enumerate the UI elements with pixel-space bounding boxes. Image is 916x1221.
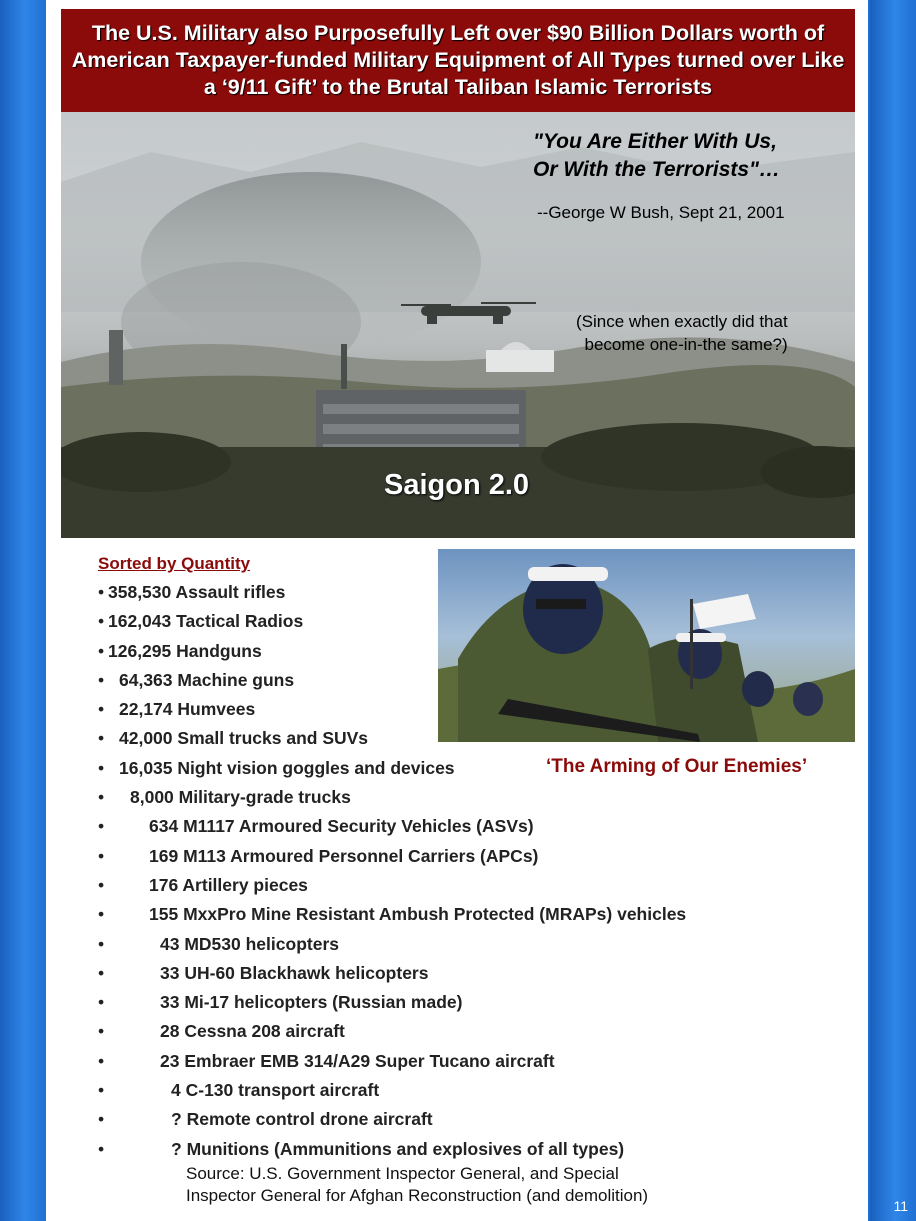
fighters-illustration: [438, 549, 855, 742]
bullet-icon: •: [98, 669, 105, 690]
list-item-text: [171, 1135, 624, 1164]
item-description: Night vision goggles and devices: [177, 757, 455, 778]
item-description: Handguns: [176, 640, 262, 661]
list-item-text: [108, 578, 285, 607]
list-item-text: [149, 871, 308, 900]
right-frame-stripe: [870, 0, 916, 1221]
list-heading: Sorted by Quantity: [98, 554, 251, 573]
item-quantity: 42,000: [119, 728, 173, 749]
bullet-icon: •: [98, 933, 105, 954]
item-description: Military-grade trucks: [178, 787, 351, 808]
list-item-text: [160, 1047, 555, 1076]
item-quantity: 28: [160, 1021, 180, 1042]
bullet-icon: •: [98, 1109, 105, 1130]
aside-line-1: (Since when exactly did that: [576, 312, 788, 331]
item-quantity: 358,530: [108, 582, 172, 602]
item-description: C-130 transport aircraft: [185, 1080, 380, 1101]
slide: [46, 0, 868, 1221]
item-quantity: ?: [171, 1138, 182, 1159]
list-item-text: [149, 812, 534, 841]
slide-title-text: The U.S. Military also Purposefully Left over $90 Billion Dollars worth of American Taxpayer-funded Military Equipment of All Types turned over Like a ‘9/11 Gift’ to the Brutal Taliban Islamic Terrorists: [71, 21, 845, 99]
list-item-text: [160, 959, 428, 988]
item-description: UH-60 Blackhawk helicopters: [184, 962, 429, 983]
item-quantity: 155: [149, 904, 179, 925]
item-quantity: ?: [171, 1109, 182, 1130]
list-item-text: [119, 666, 294, 695]
item-description: Small trucks and SUVs: [177, 728, 369, 749]
item-quantity: 634: [149, 816, 179, 837]
bullet-icon: •: [98, 728, 105, 749]
list-item-text: [149, 900, 686, 929]
aside-question: [576, 310, 788, 356]
item-description: Cessna 208 aircraft: [184, 1021, 345, 1042]
item-quantity: 126,295: [108, 640, 172, 661]
list-item-text: [108, 607, 303, 636]
item-quantity: 169: [149, 845, 179, 866]
item-quantity: 33: [160, 992, 180, 1013]
left-frame-stripe: [0, 0, 46, 1221]
list-item-text: [130, 783, 351, 812]
item-quantity: 8,000: [130, 787, 174, 808]
bullet-icon: •: [98, 1050, 105, 1071]
list-item-text: [160, 930, 339, 959]
list-item-text: [171, 1105, 433, 1134]
item-description: Tactical Radios: [176, 611, 304, 632]
list-item-text: [149, 842, 538, 871]
item-description: M113 Armoured Personnel Carriers (APCs): [183, 845, 539, 866]
arming-caption: ‘The Arming of Our Enemies’: [546, 756, 808, 777]
item-description: Artillery pieces: [182, 874, 308, 895]
bullet-icon: •: [98, 904, 105, 925]
item-quantity: 16,035: [119, 757, 173, 778]
quote-line-2: Or With the Terrorists"…: [533, 158, 781, 181]
item-description: MxxPro Mine Resistant Ambush Protected (MRAPs) vehicles: [183, 904, 687, 925]
list-item-text: [108, 637, 262, 666]
item-description: MD530 helicopters: [184, 933, 339, 954]
taliban-fighters-photo: [438, 549, 855, 742]
bullet-icon: •: [98, 757, 105, 778]
bullet-icon: •: [98, 787, 105, 808]
bush-quote: [533, 128, 780, 184]
bullet-icon: •: [98, 1021, 105, 1042]
bullet-icon: •: [98, 1080, 105, 1101]
item-quantity: 64,363: [119, 669, 173, 690]
kabul-helicopter-photo: [61, 112, 855, 538]
list-item-text: [119, 695, 255, 724]
item-description: M1117 Armoured Security Vehicles (ASVs): [183, 816, 534, 837]
bullet-icon: •: [98, 816, 105, 837]
bullet-icon: •: [98, 962, 105, 983]
page-number: 11: [893, 1198, 908, 1214]
bullet-icon: •: [98, 640, 105, 661]
slide-title: [61, 9, 855, 112]
item-description: Mi-17 helicopters (Russian made): [184, 992, 463, 1013]
item-quantity: 22,174: [119, 699, 173, 720]
item-quantity: 162,043: [108, 611, 172, 632]
item-quantity: 33: [160, 962, 180, 983]
list-item-text: [171, 1076, 379, 1105]
bullet-icon: •: [98, 582, 105, 602]
item-quantity: 4: [171, 1080, 181, 1101]
bullet-icon: •: [98, 699, 105, 720]
list-item-text: [119, 724, 368, 753]
aside-line-2: become one-in-the same?): [584, 335, 788, 354]
list-item-text: [119, 754, 455, 783]
item-description: Machine guns: [177, 669, 295, 690]
item-description: Assault rifles: [175, 582, 286, 602]
source-line-2: Inspector General for Afghan Reconstruction (and demolition): [186, 1186, 649, 1205]
item-description: Humvees: [177, 699, 256, 720]
bullet-icon: •: [98, 874, 105, 895]
list-item-text: [160, 988, 462, 1017]
bullet-icon: •: [98, 992, 105, 1013]
bullet-icon: •: [98, 1138, 105, 1159]
quote-line-1: "You Are Either With Us,: [533, 130, 777, 153]
source-line-1: Source: U.S. Government Inspector General, and Special: [186, 1164, 619, 1183]
photo-caption: Saigon 2.0: [384, 469, 530, 501]
item-description: Munitions (Ammunitions and explosives of all types): [186, 1138, 625, 1159]
item-quantity: 43: [160, 933, 180, 954]
item-quantity: 23: [160, 1050, 180, 1071]
quote-attribution: --George W Bush, Sept 21, 2001: [537, 203, 785, 222]
source-citation: [186, 1163, 648, 1207]
item-description: Embraer EMB 314/A29 Super Tucano aircraft: [184, 1050, 555, 1071]
bullet-icon: •: [98, 611, 105, 632]
list-item-text: [160, 1017, 345, 1046]
item-description: Remote control drone aircraft: [186, 1109, 433, 1130]
item-quantity: 176: [149, 874, 179, 895]
bullet-icon: •: [98, 845, 105, 866]
